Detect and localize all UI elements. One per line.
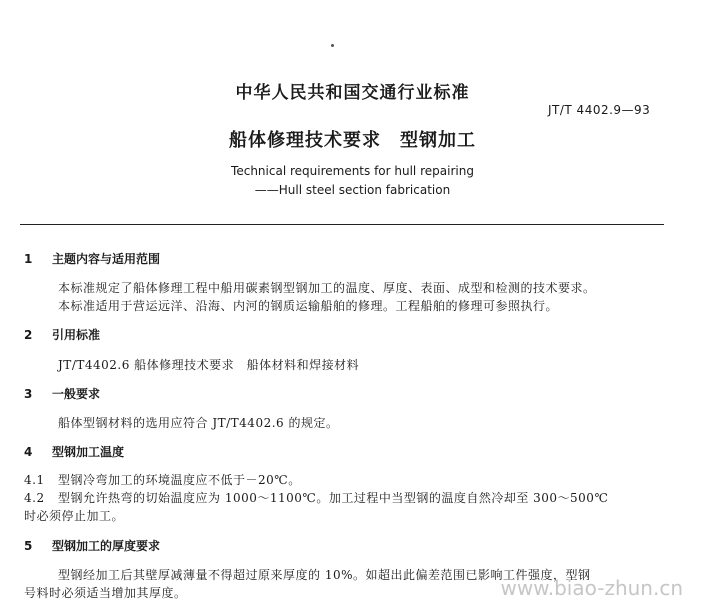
document-title-en-line2: ——Hull steel section fabrication xyxy=(254,183,451,197)
section-2-paragraph-1: JT/T4402.6 船体修理技术要求 船体材料和焊接材料 xyxy=(58,358,360,372)
clause-4-2-continuation: 时必须停止加工。 xyxy=(24,509,125,523)
section-title: 引用标准 xyxy=(52,328,101,342)
org-title: 中华人民共和国交通行业标准 xyxy=(235,83,470,103)
clause-number: 4.1 xyxy=(24,473,45,487)
standard-code: JT/T 4402.9—93 xyxy=(548,103,651,117)
section-heading-2 xyxy=(24,326,100,343)
section-1-paragraph-2: 本标准适用于营运远洋、沿海、内河的钢质运输船舶的修理。工程船舶的修理可参照执行。 xyxy=(58,299,559,313)
clause-4-1 xyxy=(24,471,301,488)
section-5-paragraph-2: 号料时必须适当增加其厚度。 xyxy=(24,586,187,600)
section-title: 型钢加工的厚度要求 xyxy=(52,539,161,553)
section-number: 3 xyxy=(24,387,33,401)
document-title-cn: 船体修理技术要求 型钢加工 xyxy=(229,130,476,151)
section-5-paragraph-1: 型钢经加工后其壁厚减薄量不得超过原来厚度的 10%。如超出此偏差范围已影响工件强度，型钢 xyxy=(58,568,591,582)
section-3-paragraph-1: 船体型钢材料的选用应符合 JT/T4402.6 的规定。 xyxy=(58,416,339,430)
clause-number: 4.2 xyxy=(24,491,45,505)
clause-text: 型钢允许热弯的切始温度应为 1000～1100℃。加工过程中当型钢的温度自然冷却至 300～500℃ xyxy=(58,491,609,505)
scan-speck xyxy=(331,44,334,47)
section-number: 5 xyxy=(24,539,33,553)
section-title: 一般要求 xyxy=(52,387,101,401)
section-heading-3 xyxy=(24,385,100,402)
section-number: 2 xyxy=(24,328,33,342)
section-number: 4 xyxy=(24,445,33,459)
clause-4-2 xyxy=(24,489,608,506)
clause-text: 型钢冷弯加工的环境温度应不低于－20℃。 xyxy=(58,473,301,487)
section-number: 1 xyxy=(24,252,33,266)
document-title-en-line1: Technical requirements for hull repairing xyxy=(231,164,474,178)
section-heading-1 xyxy=(24,250,160,267)
watermark: www.biao-zhun.cn xyxy=(500,576,683,600)
header-divider xyxy=(20,224,664,225)
section-1-paragraph-1: 本标准规定了船体修理工程中船用碳素钢型钢加工的温度、厚度、表面、成型和检测的技术要求。 xyxy=(58,281,596,295)
section-heading-5 xyxy=(24,537,160,554)
section-title: 型钢加工温度 xyxy=(52,445,125,459)
section-title: 主题内容与适用范围 xyxy=(52,252,161,266)
section-heading-4 xyxy=(24,443,124,460)
